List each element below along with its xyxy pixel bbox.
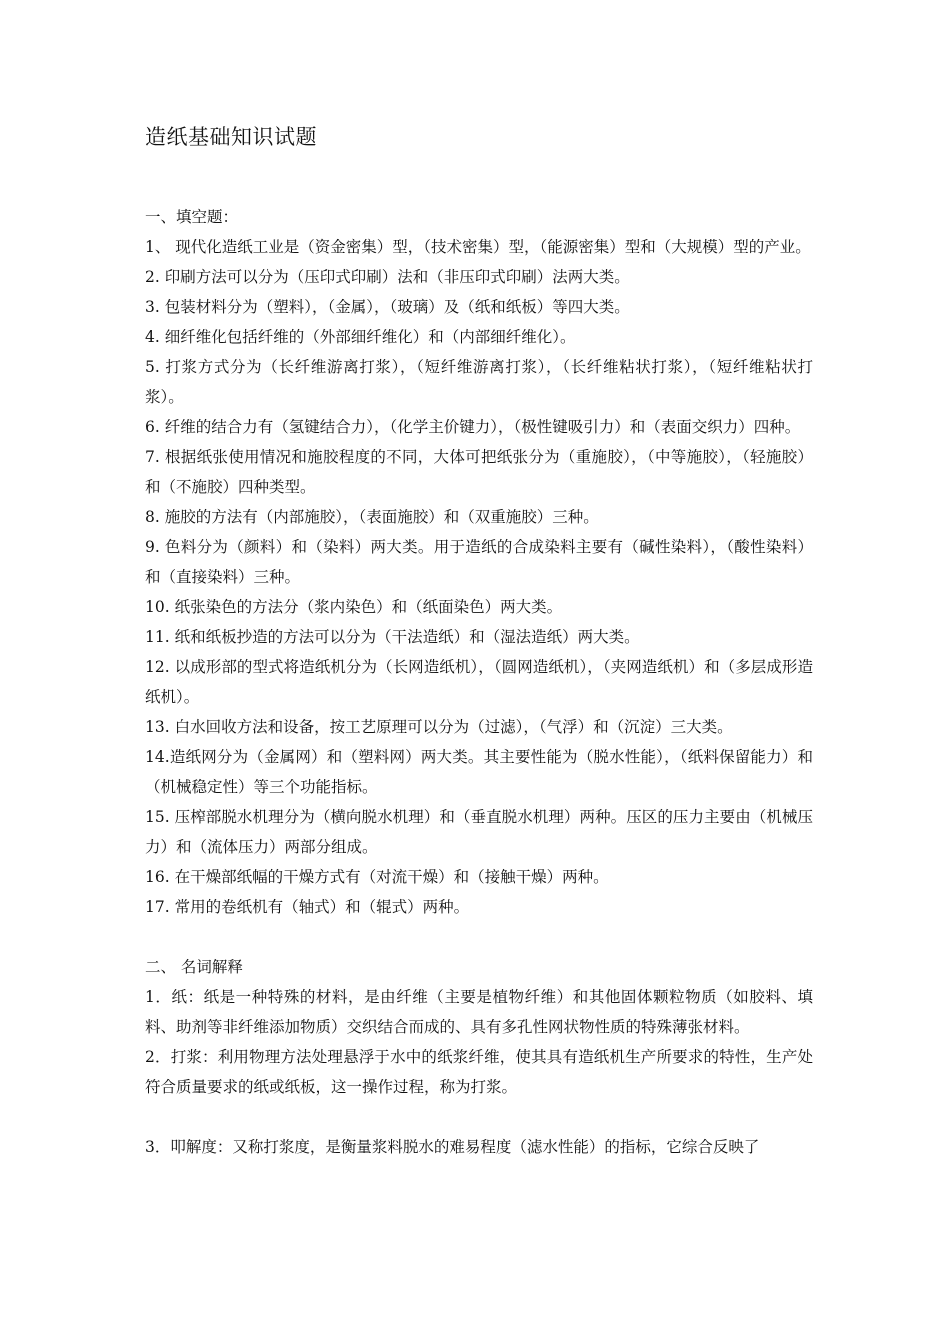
question-item: 16. 在干燥部纸幅的干燥方式有（对流干燥）和（接触干燥）两种。 <box>145 868 609 886</box>
definition-item: 2．打浆：利用物理方法处理悬浮于水中的纸浆纤维，使其具有造纸机生产所要求的特性，生产处符合质量要求的纸或纸板，这一操作过程，称为打浆。 <box>145 1048 813 1096</box>
question-item: 14.造纸网分为（金属网）和（塑料网）两大类。其主要性能为（脱水性能），（纸料保留能力）和（机械稳定性）等三个功能指标。 <box>145 748 813 796</box>
document-title: 造纸基础知识试题 <box>145 125 317 149</box>
question-item: 6. 纤维的结合力有（氢键结合力），（化学主价键力），（极性键吸引力）和（表面交织力）四种。 <box>145 418 801 436</box>
question-item: 9. 色料分为（颜料）和（染料）两大类。用于造纸的合成染料主要有（碱性染料），（酸性染料）和（直接染料）三种。 <box>145 538 814 586</box>
question-item: 11. 纸和纸板抄造的方法可以分为（干法造纸）和（湿法造纸）两大类。 <box>145 628 640 646</box>
definition-item: 1．纸：纸是一种特殊的材料，是由纤维（主要是植物纤维）和其他固体颗粒物质（如胶料、填料、助剂等非纤维添加物质）交织结合而成的、具有多孔性网状物性质的特殊薄张材料。 <box>145 988 813 1036</box>
question-item: 8. 施胶的方法有（内部施胶），（表面施胶）和（双重施胶）三种。 <box>145 508 599 526</box>
document-page <box>145 122 813 1162</box>
question-item: 4. 细纤维化包括纤维的（外部细纤维化）和（内部细纤维化）。 <box>145 328 576 346</box>
question-item: 5. 打浆方式分为（长纤维游离打浆），（短纤维游离打浆），（长纤维粘状打浆），（短纤维粘状打浆）。 <box>145 358 813 406</box>
question-item: 10. 纸张染色的方法分（浆内染色）和（纸面染色）两大类。 <box>145 598 563 616</box>
section-heading-definitions: 二、 名词解释 <box>145 958 243 976</box>
question-item: 1、 现代化造纸工业是（资金密集）型，（技术密集）型，（能源密集）型和（大规模）型的产业。 <box>145 238 811 256</box>
question-item: 7. 根据纸张使用情况和施胶程度的不同，大体可把纸张分为（重施胶），（中等施胶），（轻施胶）和（不施胶）四种类型。 <box>145 448 813 496</box>
question-item: 15. 压榨部脱水机理分为（横向脱水机理）和（垂直脱水机理）两种。压区的压力主要由（机械压力）和（流体压力）两部分组成。 <box>145 808 813 856</box>
definition-item: 3．叩解度：又称打浆度，是衡量浆料脱水的难易程度（滤水性能）的指标，它综合反映了 <box>145 1138 760 1156</box>
question-item: 2. 印刷方法可以分为（压印式印刷）法和（非压印式印刷）法两大类。 <box>145 268 630 286</box>
section-spacer <box>145 922 813 952</box>
question-item: 12. 以成形部的型式将造纸机分为（长网造纸机），（圆网造纸机），（夹网造纸机）和（多层成形造纸机）。 <box>145 658 813 706</box>
question-item: 13. 白水回收方法和设备，按工艺原理可以分为（过滤），（气浮）和（沉淀）三大类。 <box>145 718 733 736</box>
question-item: 3. 包装材料分为（塑料），（金属），（玻璃）及（纸和纸板）等四大类。 <box>145 298 630 316</box>
section-heading-fill-in: 一、填空题： <box>145 208 239 226</box>
question-item: 17. 常用的卷纸机有（轴式）和（辊式）两种。 <box>145 898 470 916</box>
paragraph-spacer <box>145 1102 813 1132</box>
